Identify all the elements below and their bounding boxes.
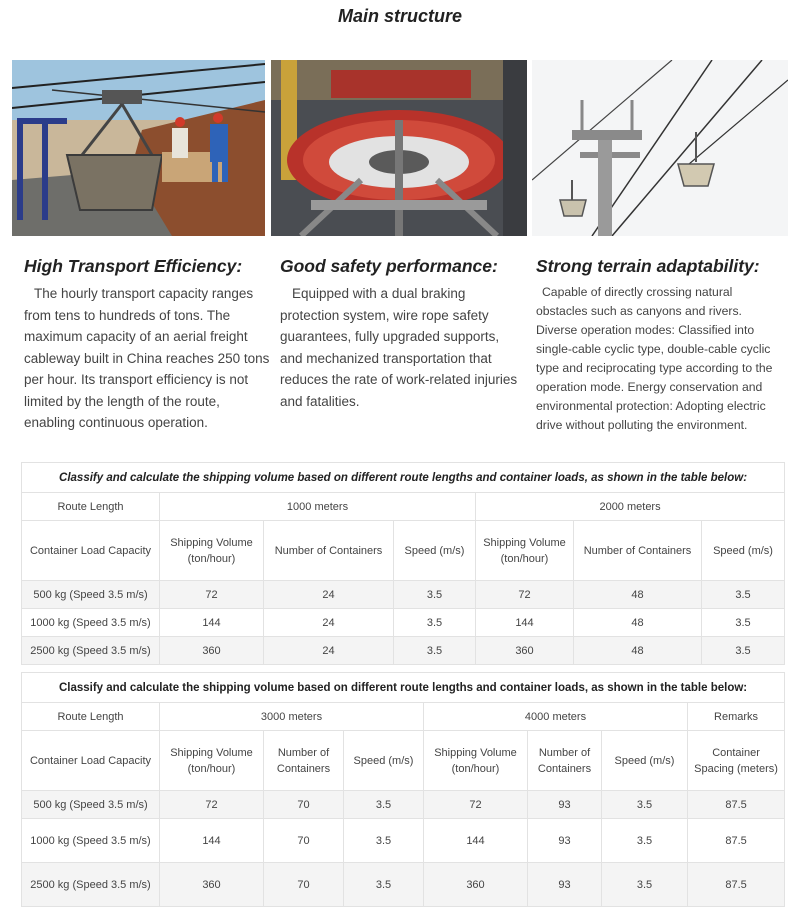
- table-row: [22, 581, 785, 609]
- group-header: 2000 meters: [476, 493, 785, 521]
- group-header: 3000 meters: [160, 703, 424, 731]
- table-cell: 87.5: [688, 863, 785, 907]
- table-cell: 3.5: [602, 863, 688, 907]
- column-header: Shipping Volume (ton/hour): [476, 521, 574, 581]
- cableway-tower-photo: [532, 60, 788, 236]
- table-cell: 3.5: [344, 791, 424, 819]
- table-row: [22, 609, 785, 637]
- feature-safety-performance: [280, 256, 520, 412]
- group-header: 1000 meters: [160, 493, 476, 521]
- feature-heading: Strong terrain adaptability:: [536, 256, 760, 276]
- shipping-volume-table-2: [21, 672, 785, 907]
- table-cell: 93: [528, 791, 602, 819]
- table-cell: 3.5: [602, 791, 688, 819]
- column-header: Shipping Volume (ton/hour): [424, 731, 528, 791]
- table-row: [22, 819, 785, 863]
- table-cell: 87.5: [688, 791, 785, 819]
- group-header: 4000 meters: [424, 703, 688, 731]
- table-cell: 87.5: [688, 819, 785, 863]
- feature-text: Capable of directly crossing natural obstacles such as canyons and rivers. Diverse operation modes: Classified into single-cable cyclic type, double-cable cyclic type and reciprocating type according to the operation mode. Energy conservation and environmental protection: Adopting electric drive without polluting the environment.: [536, 285, 773, 432]
- table-cell: 93: [528, 863, 602, 907]
- table-cell: 24: [264, 581, 394, 609]
- table-cell: 3.5: [702, 637, 785, 665]
- capacity-label: Container Load Capacity: [22, 731, 160, 791]
- table-cell: 70: [264, 863, 344, 907]
- table-cell: 48: [574, 609, 702, 637]
- table-cell: 48: [574, 637, 702, 665]
- column-header: Number of Containers: [264, 731, 344, 791]
- table-row: [22, 791, 785, 819]
- route-length-label: Route Length: [22, 703, 160, 731]
- table-cell: 360: [160, 637, 264, 665]
- column-header: Number of Containers: [264, 521, 394, 581]
- page-title: Main structure: [337, 6, 463, 26]
- table-cell: 72: [476, 581, 574, 609]
- remarks-label: Remarks: [688, 703, 785, 731]
- table-cell: 3.5: [394, 581, 476, 609]
- table-caption: Classify and calculate the shipping volume based on different route lengths and container loads, as shown in the table below:: [22, 673, 785, 703]
- feature-transport-efficiency: [24, 256, 272, 434]
- table-cell: 144: [160, 609, 264, 637]
- feature-terrain-adaptability: [536, 256, 786, 435]
- shipping-volume-table-1: [21, 462, 785, 665]
- table-cell: 500 kg (Speed 3.5 m/s): [22, 581, 160, 609]
- table-cell: 72: [160, 581, 264, 609]
- table-cell: 72: [160, 791, 264, 819]
- table-cell: 48: [574, 581, 702, 609]
- feature-text: Equipped with a dual braking protection system, wire rope safety guarantees, fully upgraded supports, and mechanized transportation that reduces the rate of work-related injuries and fatalities.: [280, 286, 518, 409]
- table-cell: 144: [476, 609, 574, 637]
- table-cell: 3.5: [702, 609, 785, 637]
- capacity-label: Container Load Capacity: [22, 521, 160, 581]
- cableway-loading-photo: [12, 60, 265, 236]
- table-cell: 360: [160, 863, 264, 907]
- column-header: Speed (m/s): [602, 731, 688, 791]
- column-header: Shipping Volume (ton/hour): [160, 521, 264, 581]
- table-row: [22, 863, 785, 907]
- column-header: Speed (m/s): [344, 731, 424, 791]
- table-cell: 360: [476, 637, 574, 665]
- table-cell: 70: [264, 819, 344, 863]
- table-cell: 3.5: [394, 609, 476, 637]
- table-cell: 24: [264, 637, 394, 665]
- table-cell: 1000 kg (Speed 3.5 m/s): [22, 819, 160, 863]
- table-cell: 3.5: [394, 637, 476, 665]
- table-caption: Classify and calculate the shipping volume based on different route lengths and container loads, as shown in the table below:: [22, 463, 785, 493]
- feature-heading: Good safety performance:: [280, 256, 498, 276]
- table-cell: 2500 kg (Speed 3.5 m/s): [22, 637, 160, 665]
- table-cell: 360: [424, 863, 528, 907]
- route-length-label: Route Length: [22, 493, 160, 521]
- table-cell: 3.5: [344, 863, 424, 907]
- table-cell: 3.5: [702, 581, 785, 609]
- table-cell: 144: [160, 819, 264, 863]
- table-cell: 72: [424, 791, 528, 819]
- feature-text: The hourly transport capacity ranges from tens to hundreds of tons. The maximum capacity of an aerial freight cableway built in China reaches 250 tons per hour. Its transport efficiency is not limited by the length of the route, enabling continuous operation.: [24, 286, 270, 430]
- drive-wheel-photo: [271, 60, 527, 236]
- column-header: Shipping Volume (ton/hour): [160, 731, 264, 791]
- table-cell: 2500 kg (Speed 3.5 m/s): [22, 863, 160, 907]
- table-row: [22, 637, 785, 665]
- column-header: Number of Containers: [574, 521, 702, 581]
- table-cell: 24: [264, 609, 394, 637]
- table-cell: 93: [528, 819, 602, 863]
- table-cell: 70: [264, 791, 344, 819]
- table-cell: 500 kg (Speed 3.5 m/s): [22, 791, 160, 819]
- column-header: Speed (m/s): [702, 521, 785, 581]
- column-header: Speed (m/s): [394, 521, 476, 581]
- table-cell: 3.5: [344, 819, 424, 863]
- table-cell: 144: [424, 819, 528, 863]
- feature-heading: High Transport Efficiency:: [24, 256, 243, 276]
- table-cell: 1000 kg (Speed 3.5 m/s): [22, 609, 160, 637]
- column-header: Container Spacing (meters): [688, 731, 785, 791]
- table-cell: 3.5: [602, 819, 688, 863]
- column-header: Number of Containers: [528, 731, 602, 791]
